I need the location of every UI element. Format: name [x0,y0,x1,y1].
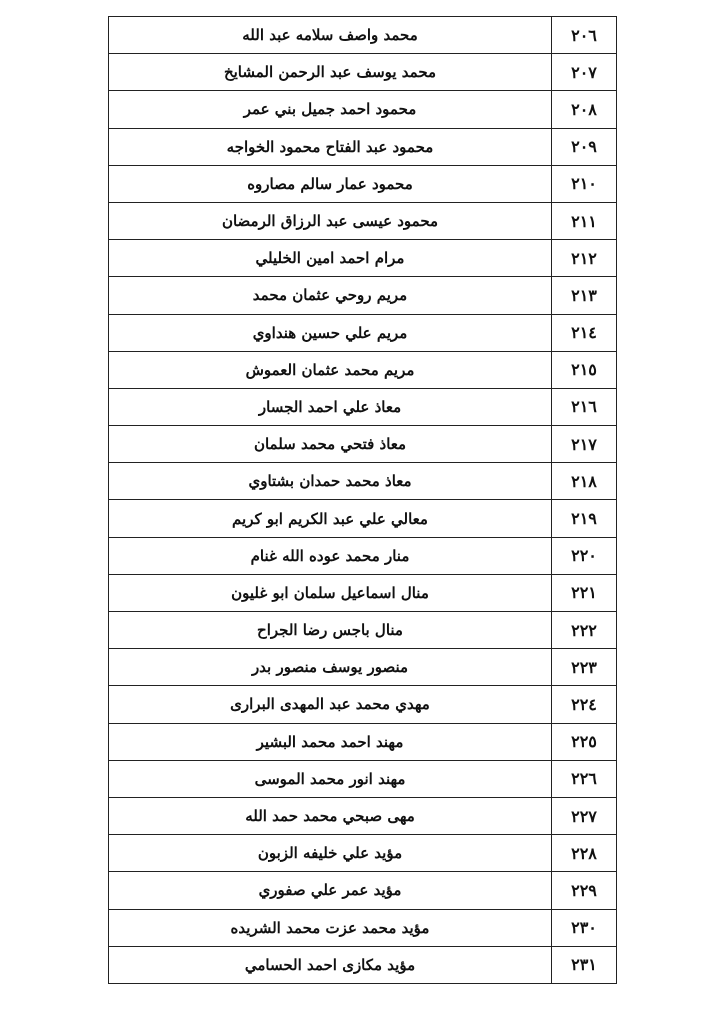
table-row [109,426,617,463]
table-row [109,54,617,91]
table-row [109,909,617,946]
row-number: ٢٢٠ [552,537,617,574]
table-row [109,872,617,909]
table-row [109,760,617,797]
row-number: ٢١٧ [552,426,617,463]
row-name: مؤيد عمر علي صفوري [109,872,552,909]
row-name: مريم علي حسين هنداوي [109,314,552,351]
table-row [109,649,617,686]
table-row [109,835,617,872]
row-name: محمود احمد جميل بني عمر [109,91,552,128]
row-name: مؤيد محمد عزت محمد الشريده [109,909,552,946]
row-name: مرام احمد امين الخليلي [109,240,552,277]
row-name: معالي علي عبد الكريم ابو كريم [109,500,552,537]
row-number: ٢٢٩ [552,872,617,909]
row-number: ٢١٦ [552,388,617,425]
row-number: ٢٢٣ [552,649,617,686]
row-number: ٢٠٧ [552,54,617,91]
row-number: ٢١٤ [552,314,617,351]
table-row [109,537,617,574]
row-name: معاذ علي احمد الجسار [109,388,552,425]
table-row [109,797,617,834]
row-name: معاذ محمد حمدان بشتاوي [109,463,552,500]
row-number: ٢٠٦ [552,17,617,54]
table-row [109,723,617,760]
table-row [109,686,617,723]
row-number: ٢١٢ [552,240,617,277]
row-name: منار محمد عوده الله غنام [109,537,552,574]
row-name: محمود عبد الفتاح محمود الخواجه [109,128,552,165]
row-name: معاذ فتحي محمد سلمان [109,426,552,463]
row-number: ٢٠٨ [552,91,617,128]
row-number: ٢١٣ [552,277,617,314]
table-row [109,91,617,128]
row-number: ٢٢٥ [552,723,617,760]
table-row [109,17,617,54]
row-number: ٢٣٠ [552,909,617,946]
row-name: مهند احمد محمد البشير [109,723,552,760]
table-row [109,574,617,611]
row-number: ٢١٠ [552,165,617,202]
row-number: ٢١٩ [552,500,617,537]
row-name: مهند انور محمد الموسى [109,760,552,797]
table-row [109,240,617,277]
row-number: ٢٢٤ [552,686,617,723]
table-row [109,128,617,165]
row-name: منصور يوسف منصور بدر [109,649,552,686]
row-number: ٢١١ [552,202,617,239]
names-table-body [109,17,617,984]
row-number: ٢٢٢ [552,612,617,649]
row-number: ٢٣١ [552,946,617,983]
table-row [109,277,617,314]
row-name: محمد يوسف عبد الرحمن المشايخ [109,54,552,91]
row-name: مؤيد مكازى احمد الحسامي [109,946,552,983]
row-name: مهى صبحي محمد حمد الله [109,797,552,834]
row-number: ٢١٥ [552,351,617,388]
table-row [109,165,617,202]
table-row [109,946,617,983]
table-row [109,463,617,500]
row-name: محمد واصف سلامه عبد الله [109,17,552,54]
row-name: محمود عمار سالم مصاروه [109,165,552,202]
table-row [109,388,617,425]
row-name: مريم روحي عثمان محمد [109,277,552,314]
row-name: مهدي محمد عبد المهدى البرارى [109,686,552,723]
row-name: منال باجس رضا الجراح [109,612,552,649]
row-name: مريم محمد عثمان العموش [109,351,552,388]
row-name: محمود عيسى عبد الرزاق الرمضان [109,202,552,239]
row-number: ٢٠٩ [552,128,617,165]
row-number: ٢٢٧ [552,797,617,834]
row-name: منال اسماعيل سلمان ابو غليون [109,574,552,611]
table-row [109,500,617,537]
row-number: ٢٢٦ [552,760,617,797]
names-table [108,16,617,984]
table-row [109,202,617,239]
row-number: ٢٢٨ [552,835,617,872]
table-row [109,351,617,388]
row-number: ٢١٨ [552,463,617,500]
table-row [109,612,617,649]
row-number: ٢٢١ [552,574,617,611]
row-name: مؤيد علي خليفه الزبون [109,835,552,872]
table-row [109,314,617,351]
